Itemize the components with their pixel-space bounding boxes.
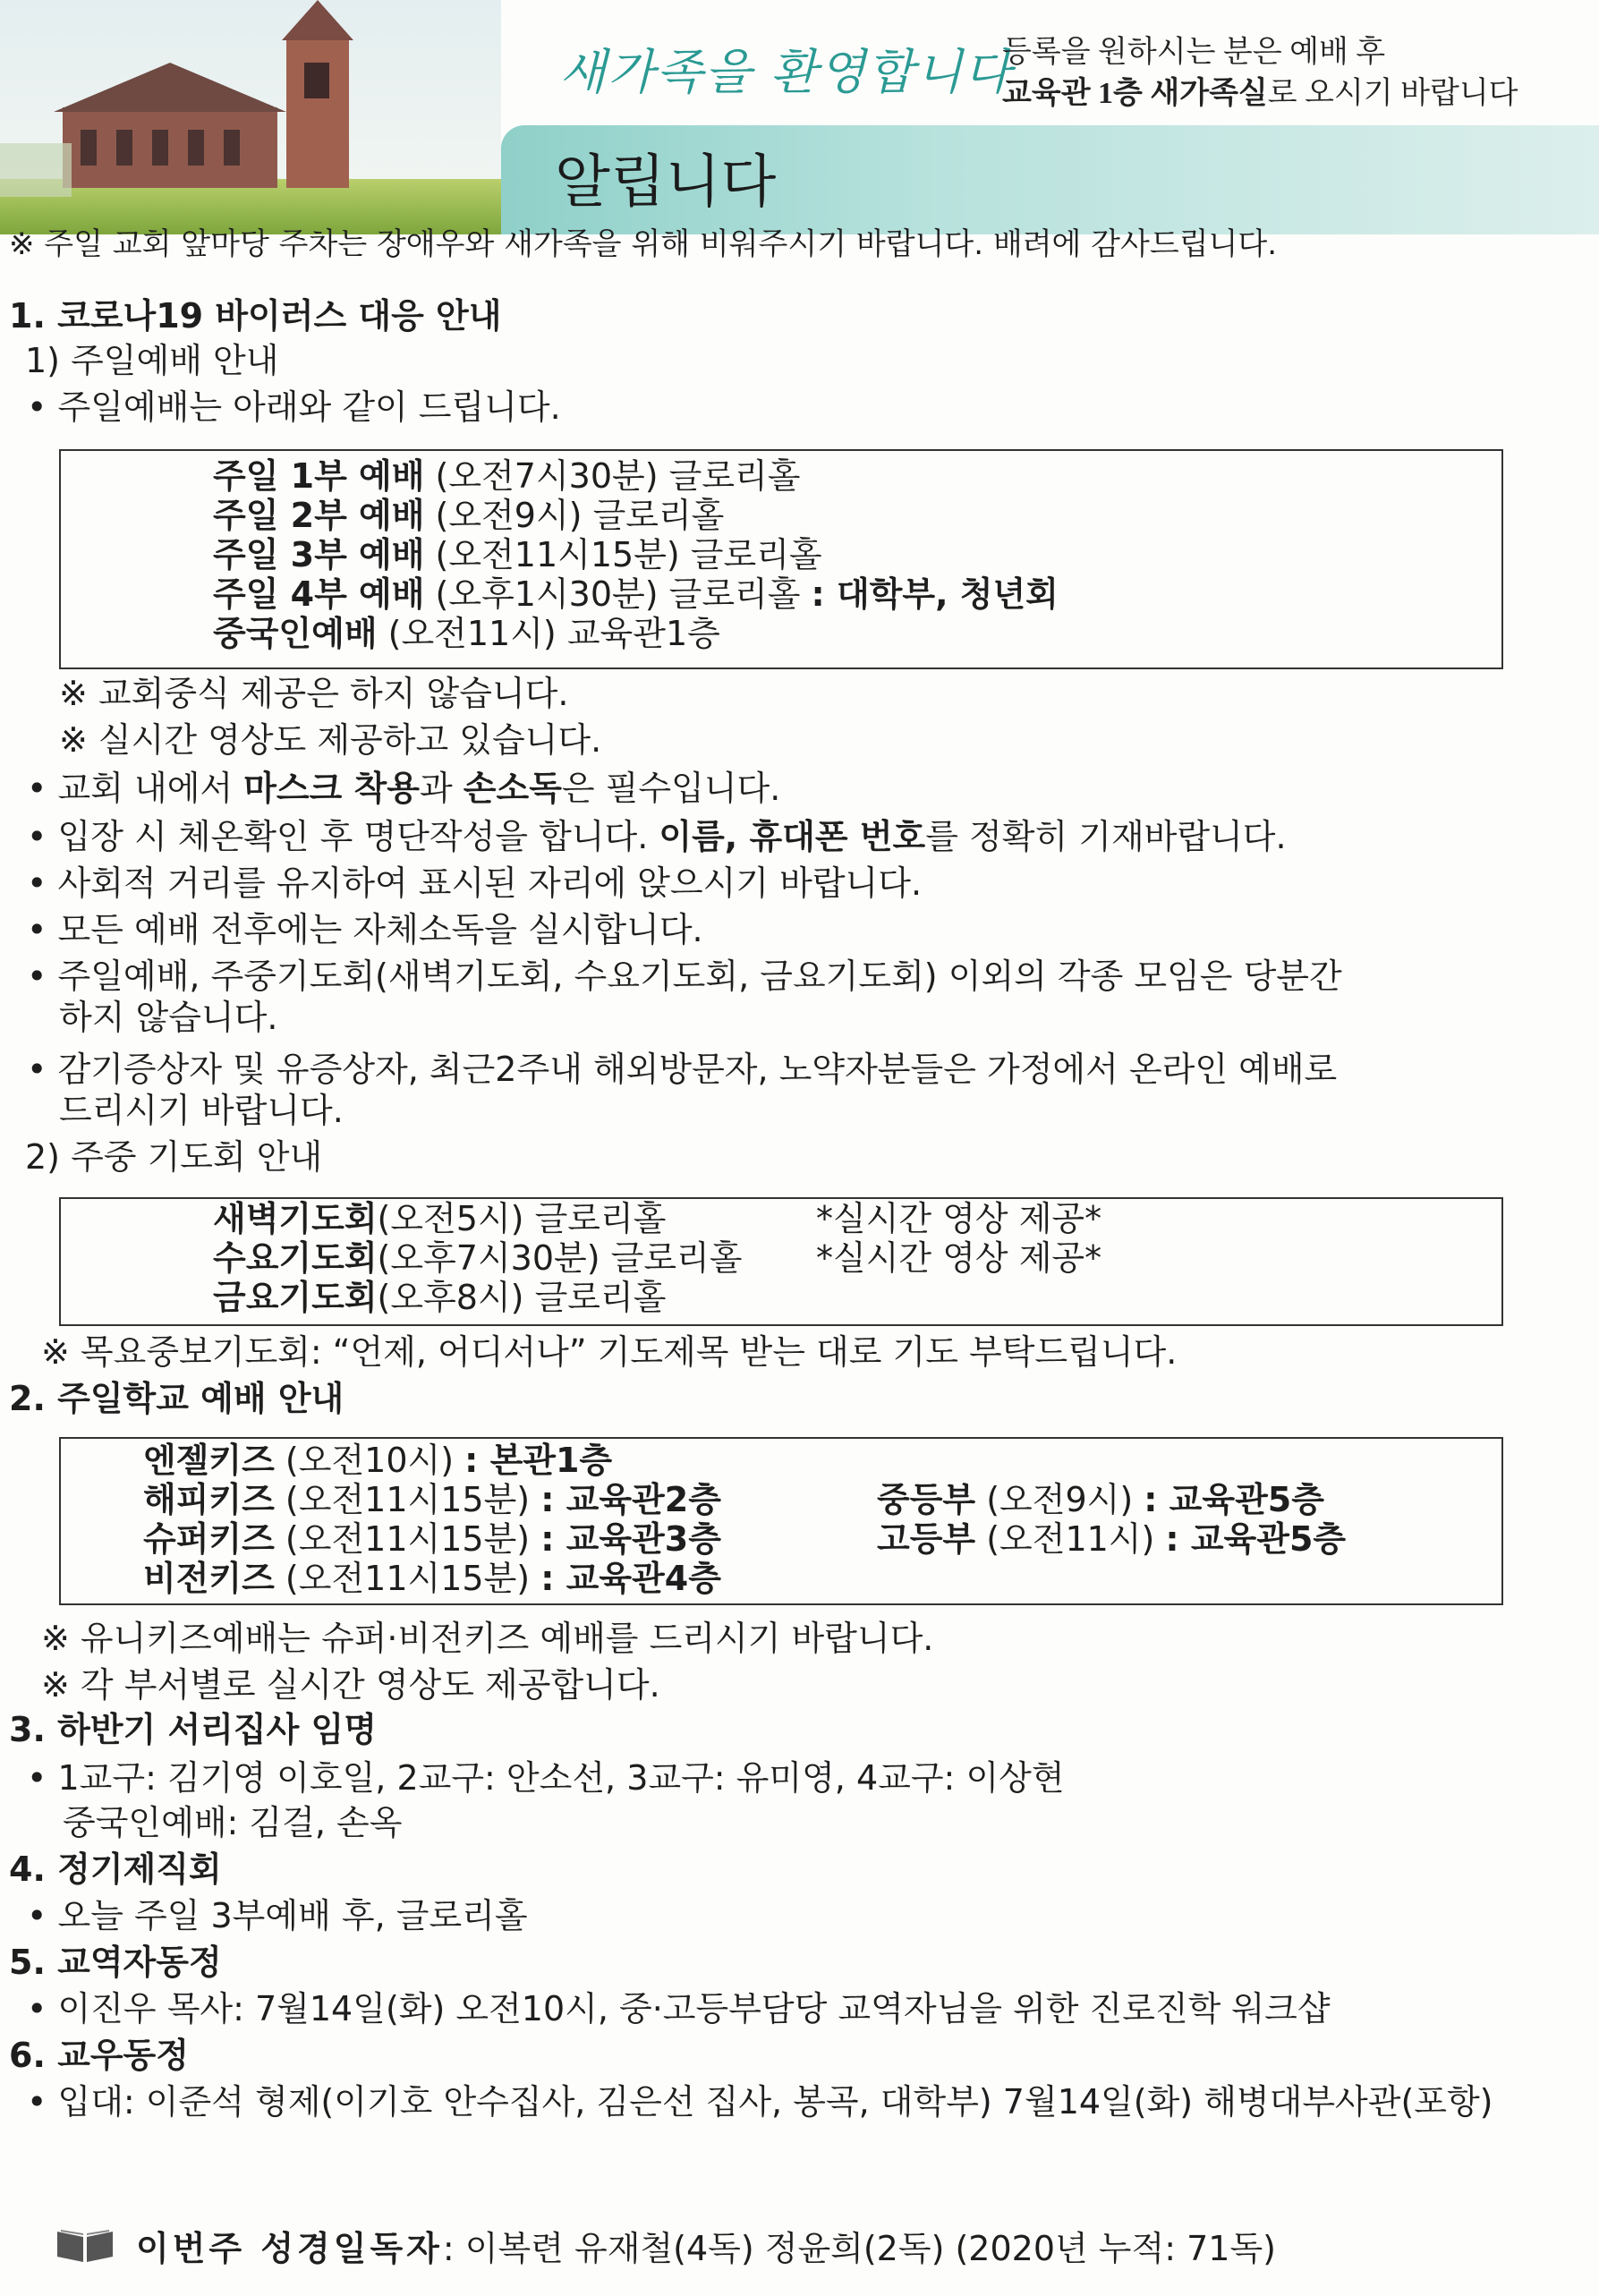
school-row: 고등부 (오전11시) : 교육관5층: [877, 1519, 1347, 1559]
registration-note: 등록을 원하시는 분은 예배 후 교육관 1층 새가족실로 오시기 바랍니다: [1002, 36, 1518, 110]
prayer-row: 수요기도회(오후7시30분) 글로리홀: [213, 1238, 743, 1278]
bullet-mask: • 교회 내에서 마스크 착용과 손소독은 필수입니다.: [27, 769, 781, 808]
note-stream: ※ 실시간 영상도 제공하고 있습니다.: [59, 720, 602, 760]
note-uni-kids: ※ 유니키즈예배는 슈퍼·비전키즈 예배를 드리시기 바랍니다.: [41, 1619, 934, 1658]
page-title: 알립니다: [555, 149, 777, 216]
service-row: 주일 1부 예배 (오전7시30분) 글로리홀: [213, 456, 801, 496]
section-1-sub1: 1) 주일예배 안내: [25, 341, 279, 380]
bullet-meetings: • 주일예배, 주중기도회(새벽기도회, 수요기도회, 금요기도회) 이외의 각종 모임은 당분간: [27, 957, 1342, 996]
bullet-meetings-cont: 하지 않습니다.: [59, 998, 278, 1037]
prayer-row: 금요기도회(오후8시) 글로리홀: [213, 1278, 667, 1317]
note-thursday: ※ 목요중보기도회: “언제, 어디서나” 기도제목 받는 대로 기도 부탁드립니다.: [41, 1332, 1178, 1372]
section-2-title: 2. 주일학교 예배 안내: [9, 1379, 344, 1418]
section-5-title: 5. 교역자동정: [9, 1943, 222, 1982]
council-line: • 오늘 주일 3부예배 후, 글로리홀: [27, 1896, 528, 1935]
note-meal: ※ 교회중식 제공은 하지 않습니다.: [59, 674, 569, 713]
bullet-distance: • 사회적 거리를 유지하여 표시된 자리에 앉으시기 바랍니다.: [27, 863, 923, 903]
member-line: • 입대: 이준석 형제(이기호 안수집사, 김은선 집사, 봉곡, 대학부) 7월14일(화) 해병대부사관(포항): [27, 2082, 1493, 2122]
pastor-line: • 이진우 목사: 7월14일(화) 오전10시, 중·고등부담당 교역자님을 위한 진로진학 워크샵: [27, 1989, 1331, 2028]
bible-readers: 이번주 성경일독자: 이복련 유재철(4독) 정윤희(2독) (2020년 누적: 71독): [136, 2229, 1276, 2268]
deacons-line: • 1교구: 김기영 이호일, 2교구: 안소선, 3교구: 유미영, 4교구: 이상현: [27, 1758, 1065, 1798]
service-row: 중국인예배 (오전11시) 교육관1층: [213, 614, 720, 653]
header: [0, 0, 1599, 234]
service-row: 주일 2부 예배 (오전9시) 글로리홀: [213, 496, 725, 535]
prayer-stream-note: *실시간 영상 제공*: [816, 1199, 1102, 1238]
note-dept-stream: ※ 각 부서별로 실시간 영상도 제공합니다.: [41, 1665, 660, 1705]
bullet-online: • 감기증상자 및 유증상자, 최근2주내 해외방문자, 노약자분들은 가정에서 온라인 예배로: [27, 1050, 1338, 1089]
bullet-disinfect: • 모든 예배 전후에는 자체소독을 실시합니다.: [27, 910, 703, 949]
school-row: 엔젤키즈 (오전10시) : 본관1층: [143, 1441, 613, 1480]
school-row: 비전키즈 (오전11시15분) : 교육관4층: [143, 1559, 721, 1598]
prayer-stream-note: *실시간 영상 제공*: [816, 1238, 1102, 1278]
section-4-title: 4. 정기제직회: [9, 1850, 222, 1889]
section-1-bullet-0: • 주일예배는 아래와 같이 드립니다.: [27, 387, 561, 427]
section-6-title: 6. 교우동정: [9, 2036, 189, 2075]
bullet-temperature: • 입장 시 체온확인 후 명단작성을 합니다. 이름, 휴대폰 번호를 정확히 기재바랍니다.: [27, 817, 1287, 856]
section-3-title: 3. 하반기 서리집사 임명: [9, 1710, 377, 1749]
prayer-row: 새벽기도회(오전5시) 글로리홀: [213, 1199, 667, 1238]
section-1-sub2: 2) 주중 기도회 안내: [25, 1137, 323, 1177]
school-row: 슈퍼키즈 (오전11시15분) : 교육관3층: [143, 1519, 721, 1559]
bible-icon: [54, 2224, 116, 2266]
school-row: 중등부 (오전9시) : 교육관5층: [877, 1480, 1324, 1519]
parking-note: ※ 주일 교회 앞마당 주차는 장애우와 새가족을 위해 비워주시기 바랍니다. 배려에 감사드립니다.: [9, 226, 1278, 262]
school-row: 해피키즈 (오전11시15분) : 교육관2층: [143, 1480, 721, 1519]
bullet-online-cont: 드리시기 바랍니다.: [59, 1091, 344, 1130]
service-row: 주일 3부 예배 (오전11시15분) 글로리홀: [213, 535, 822, 574]
welcome-heading: 새가족을 환영합니다: [559, 44, 1013, 100]
section-1-title: 1. 코로나19 바이러스 대응 안내: [9, 296, 502, 336]
service-row: 주일 4부 예배 (오후1시30분) 글로리홀 : 대학부, 청년회: [213, 574, 1059, 614]
deacons-chinese: 중국인예배: 김걸, 손옥: [63, 1803, 403, 1842]
